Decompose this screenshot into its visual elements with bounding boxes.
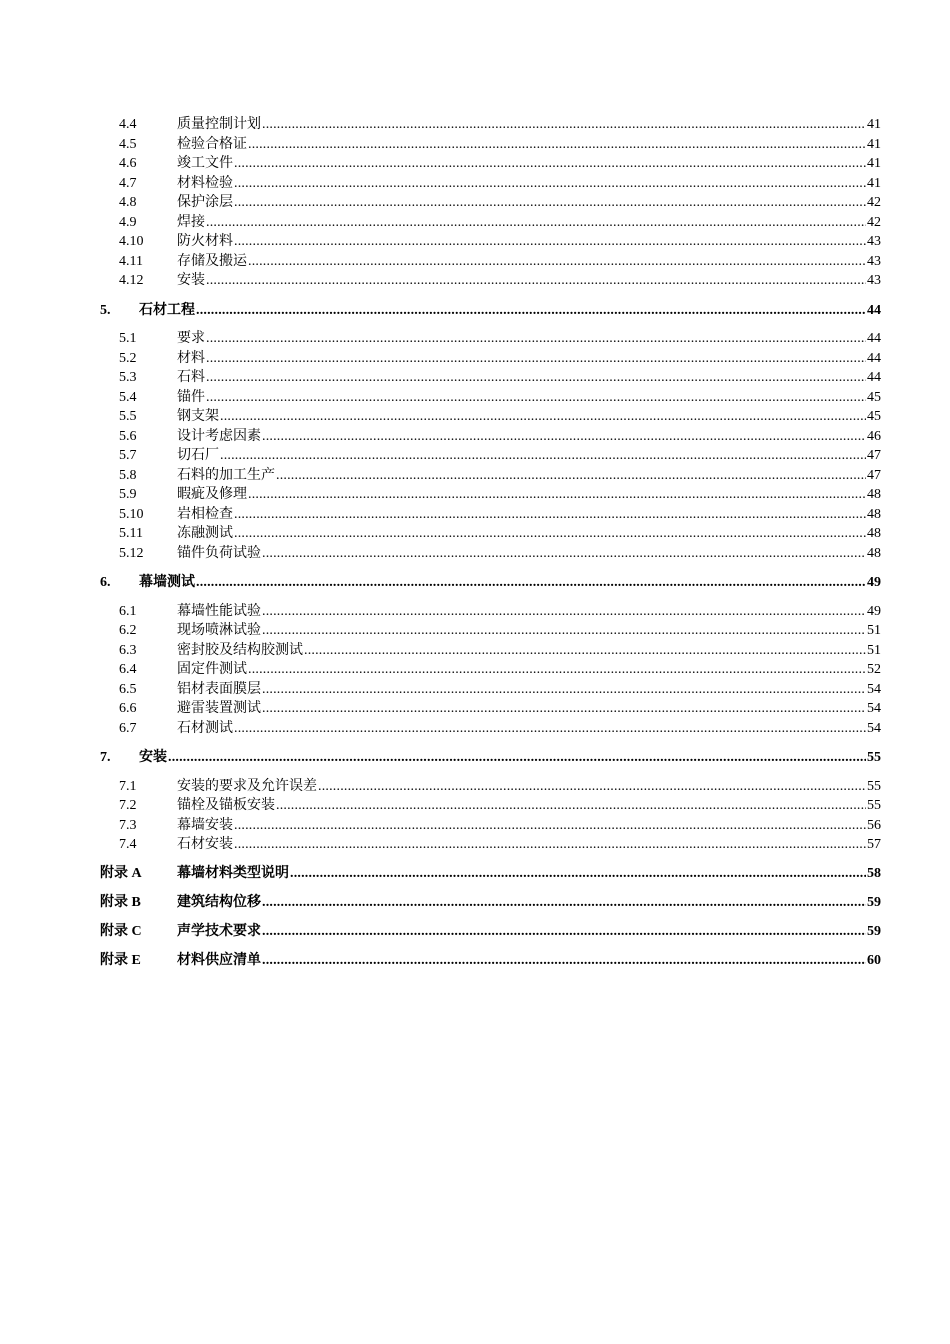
toc-entry-number: 6.7: [119, 720, 137, 736]
toc-entry-title: 防火材料: [177, 232, 234, 252]
toc-section-entry[interactable]: [100, 602, 881, 622]
toc-entry-page-number: 44: [866, 329, 881, 349]
toc-entry-number: 附录 B: [100, 895, 141, 910]
toc-entry-page-number: 49: [866, 573, 881, 593]
toc-entry-page-number: 54: [866, 699, 881, 719]
toc-entry-title: 密封胶及结构胶测试: [177, 641, 304, 661]
toc-entry-title: 石材安装: [177, 835, 234, 855]
dot-leader: [206, 368, 866, 388]
dot-leader: [234, 505, 866, 525]
toc-entry-title: 幕墙性能试验: [177, 602, 262, 622]
toc-entry-title: 铝材表面膜层: [177, 680, 262, 700]
toc-entry-page-number: 47: [866, 466, 881, 486]
toc-entry-page-number: 46: [866, 427, 881, 447]
toc-entry-number: 4.5: [119, 136, 137, 152]
toc-entry-number: 5.12: [119, 545, 144, 561]
toc-entry-number: 4.10: [119, 234, 144, 249]
toc-entry-page-number: 59: [866, 893, 881, 913]
dot-leader: [206, 329, 866, 349]
toc-entry-number: 5.2: [119, 350, 137, 366]
toc-section-entry[interactable]: [100, 485, 881, 505]
toc-appendix-entry[interactable]: [100, 951, 881, 971]
toc-entry-number: 4.9: [119, 214, 137, 230]
toc-entry-page-number: 41: [866, 115, 881, 135]
dot-leader: [262, 951, 866, 971]
toc-entry-title: 锚件负荷试验: [177, 544, 262, 564]
toc-entry-page-number: 55: [866, 748, 881, 768]
toc-entry-title: 质量控制计划: [177, 115, 262, 135]
toc-entry-number: 6.6: [119, 701, 137, 716]
toc-section-entry[interactable]: [100, 271, 881, 291]
dot-leader: [262, 115, 866, 135]
toc-entry-page-number: 44: [866, 349, 881, 369]
toc-entry-number: 4.8: [119, 195, 137, 210]
toc-entry-title: 切石厂: [177, 446, 220, 466]
toc-entry-page-number: 42: [866, 193, 881, 213]
toc-entry-page-number: 44: [866, 368, 881, 388]
dot-leader: [234, 816, 866, 836]
dot-leader: [234, 232, 866, 252]
dot-leader: [234, 174, 866, 194]
toc-entry-number: 5.5: [119, 409, 137, 424]
toc-chapter-entry[interactable]: [100, 748, 881, 768]
toc-entry-title: 冻融测试: [177, 524, 234, 544]
dot-leader: [168, 748, 866, 768]
toc-entry-number: 7.4: [119, 837, 137, 852]
toc-section-entry[interactable]: [100, 232, 881, 252]
toc-entry-number: 4.7: [119, 175, 137, 191]
toc-entry-number: 7.1: [119, 778, 137, 794]
toc-entry-number: 附录 E: [100, 953, 141, 968]
toc-section-entry[interactable]: [100, 329, 881, 349]
dot-leader: [262, 544, 866, 564]
dot-leader: [196, 573, 866, 593]
toc-entry-number: 4.6: [119, 156, 137, 171]
dot-leader: [234, 524, 866, 544]
toc-entry-page-number: 42: [866, 213, 881, 233]
toc-entry-title: 检验合格证: [177, 135, 248, 155]
toc-entry-page-number: 55: [866, 777, 881, 797]
toc-entry-title: 设计考虑因素: [177, 427, 262, 447]
toc-entry-page-number: 54: [866, 719, 881, 739]
toc-entry-number: 4.12: [119, 273, 144, 288]
toc-entry-number: 5.8: [119, 467, 137, 483]
dot-leader: [220, 407, 866, 427]
toc-entry-number: 5.: [100, 302, 111, 318]
toc-section-entry[interactable]: [100, 407, 881, 427]
toc-entry-page-number: 45: [866, 388, 881, 408]
toc-appendix-entry[interactable]: [100, 893, 881, 913]
toc-entry-number: 6.3: [119, 642, 137, 658]
toc-entry-page-number: 60: [866, 951, 881, 971]
toc-section-entry[interactable]: [100, 680, 881, 700]
toc-section-entry[interactable]: [100, 368, 881, 388]
toc-section-entry[interactable]: [100, 213, 881, 233]
toc-entry-page-number: 59: [866, 922, 881, 942]
dot-leader: [262, 427, 866, 447]
toc-section-entry[interactable]: [100, 427, 881, 447]
toc-entry-number: 5.4: [119, 389, 137, 405]
toc-entry-page-number: 52: [866, 660, 881, 680]
toc-entry-number: 6.5: [119, 681, 137, 697]
dot-leader: [196, 301, 866, 321]
dot-leader: [262, 699, 866, 719]
toc-section-entry[interactable]: [100, 466, 881, 486]
toc-entry-title: 石材测试: [177, 719, 234, 739]
dot-leader: [248, 252, 866, 272]
dot-leader: [262, 922, 866, 942]
toc-entry-number: 6.4: [119, 662, 137, 677]
toc-entry-page-number: 47: [866, 446, 881, 466]
toc-section-entry[interactable]: [100, 719, 881, 739]
dot-leader: [276, 466, 866, 486]
toc-entry-title: 材料供应清单: [177, 951, 262, 971]
toc-entry-title: 存储及搬运: [177, 252, 248, 272]
toc-entry-page-number: 54: [866, 680, 881, 700]
toc-entry-number: 6.1: [119, 603, 137, 619]
toc-section-entry[interactable]: [100, 660, 881, 680]
dot-leader: [234, 835, 866, 855]
toc-entry-number: 7.2: [119, 798, 137, 813]
toc-entry-page-number: 51: [866, 621, 881, 641]
dot-leader: [234, 193, 866, 213]
toc-section-entry[interactable]: [100, 796, 881, 816]
dot-leader: [262, 680, 866, 700]
toc-section-entry[interactable]: [100, 505, 881, 525]
dot-leader: [206, 388, 866, 408]
toc-entry-page-number: 48: [866, 524, 881, 544]
toc-entry-number: 5.10: [119, 506, 144, 522]
toc-entry-title: 要求: [177, 329, 206, 349]
toc-entry-title: 固定件测试: [177, 660, 248, 680]
dot-leader: [262, 602, 866, 622]
toc-entry-page-number: 44: [866, 301, 881, 321]
toc-entry-title: 石料的加工生产: [177, 466, 276, 486]
toc-entry-title: 安装: [139, 748, 168, 768]
toc-entry-number: 4.4: [119, 117, 137, 132]
toc-entry-title: 材料检验: [177, 174, 234, 194]
toc-entry-number: 5.9: [119, 487, 137, 502]
toc-entry-page-number: 51: [866, 641, 881, 661]
toc-entry-page-number: 43: [866, 232, 881, 252]
toc-entry-page-number: 49: [866, 602, 881, 622]
dot-leader: [248, 135, 866, 155]
toc-section-entry[interactable]: [100, 174, 881, 194]
toc-section-entry[interactable]: [100, 641, 881, 661]
toc-entry-title: 避雷装置测试: [177, 699, 262, 719]
toc-section-entry[interactable]: [100, 777, 881, 797]
table-of-contents: [100, 115, 881, 971]
toc-entry-title: 建筑结构位移: [177, 893, 262, 913]
toc-entry-number: 5.1: [119, 331, 137, 346]
dot-leader: [276, 796, 866, 816]
dot-leader: [262, 893, 866, 913]
toc-entry-page-number: 45: [866, 407, 881, 427]
toc-entry-number: 5.11: [119, 526, 143, 541]
toc-section-entry[interactable]: [100, 154, 881, 174]
toc-entry-number: 7.3: [119, 817, 137, 833]
toc-section-entry[interactable]: [100, 621, 881, 641]
toc-entry-page-number: 43: [866, 252, 881, 272]
toc-entry-number: 4.11: [119, 253, 143, 269]
dot-leader: [220, 446, 866, 466]
dot-leader: [290, 864, 866, 884]
toc-entry-title: 岩相检查: [177, 505, 234, 525]
toc-entry-page-number: 58: [866, 864, 881, 884]
toc-appendix-entry[interactable]: [100, 864, 881, 884]
dot-leader: [318, 777, 866, 797]
toc-entry-title: 保护涂层: [177, 193, 234, 213]
toc-section-entry[interactable]: [100, 388, 881, 408]
toc-entry-title: 材料: [177, 349, 206, 369]
toc-entry-page-number: 41: [866, 135, 881, 155]
toc-section-entry[interactable]: [100, 193, 881, 213]
toc-entry-title: 竣工文件: [177, 154, 234, 174]
dot-leader: [206, 349, 866, 369]
toc-entry-page-number: 48: [866, 505, 881, 525]
toc-section-entry[interactable]: [100, 135, 881, 155]
dot-leader: [262, 621, 866, 641]
toc-entry-title: 现场喷淋试验: [177, 621, 262, 641]
dot-leader: [304, 641, 866, 661]
dot-leader: [248, 660, 866, 680]
toc-section-entry[interactable]: [100, 252, 881, 272]
toc-appendix-entry[interactable]: [100, 922, 881, 942]
dot-leader: [248, 485, 866, 505]
toc-entry-page-number: 48: [866, 485, 881, 505]
toc-section-entry[interactable]: [100, 699, 881, 719]
toc-chapter-entry[interactable]: [100, 573, 881, 593]
toc-entry-title: 声学技术要求: [177, 922, 262, 942]
toc-entry-page-number: 56: [866, 816, 881, 836]
dot-leader: [234, 719, 866, 739]
toc-entry-page-number: 57: [866, 835, 881, 855]
dot-leader: [206, 271, 866, 291]
toc-entry-number: 6.2: [119, 623, 137, 638]
toc-section-entry[interactable]: [100, 816, 881, 836]
toc-entry-title: 幕墙测试: [139, 573, 196, 593]
toc-section-entry[interactable]: [100, 544, 881, 564]
toc-entry-title: 钢支架: [177, 407, 220, 427]
toc-chapter-entry[interactable]: [100, 301, 881, 321]
toc-section-entry[interactable]: [100, 524, 881, 544]
toc-entry-title: 暇疵及修理: [177, 485, 248, 505]
toc-section-entry[interactable]: [100, 446, 881, 466]
toc-entry-title: 安装的要求及允许误差: [177, 777, 318, 797]
dot-leader: [234, 154, 866, 174]
toc-entry-title: 安装: [177, 271, 206, 291]
toc-entry-number: 附录 A: [100, 866, 142, 881]
toc-entry-number: 7.: [100, 750, 111, 765]
toc-entry-title: 幕墙材料类型说明: [177, 864, 290, 884]
toc-entry-number: 6.: [100, 575, 111, 590]
toc-entry-number: 5.7: [119, 448, 137, 463]
toc-section-entry[interactable]: [100, 115, 881, 135]
toc-entry-number: 5.3: [119, 370, 137, 385]
toc-entry-title: 石料: [177, 368, 206, 388]
toc-section-entry[interactable]: [100, 349, 881, 369]
toc-entry-page-number: 41: [866, 174, 881, 194]
toc-entry-number: 5.6: [119, 428, 137, 444]
toc-entry-title: 幕墙安装: [177, 816, 234, 836]
toc-entry-page-number: 43: [866, 271, 881, 291]
toc-entry-title: 锚栓及锚板安装: [177, 796, 276, 816]
toc-entry-page-number: 48: [866, 544, 881, 564]
toc-entry-title: 石材工程: [139, 301, 196, 321]
toc-entry-number: 附录 C: [100, 924, 142, 939]
dot-leader: [206, 213, 866, 233]
toc-section-entry[interactable]: [100, 835, 881, 855]
toc-entry-page-number: 41: [866, 154, 881, 174]
toc-entry-title: 锚件: [177, 388, 206, 408]
toc-entry-page-number: 55: [866, 796, 881, 816]
toc-entry-title: 焊接: [177, 213, 206, 233]
